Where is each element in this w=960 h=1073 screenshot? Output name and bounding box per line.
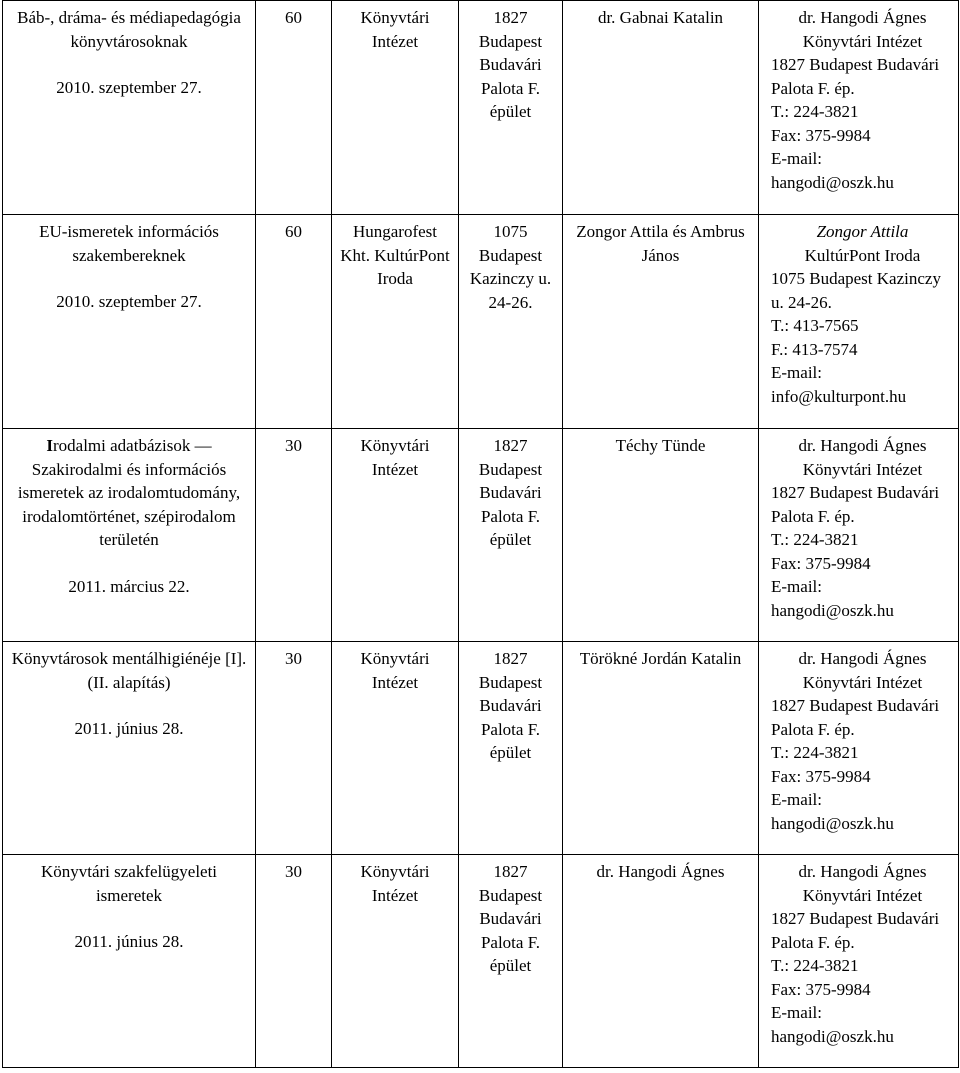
institution-cell: Könyvtári Intézet xyxy=(332,1,459,215)
institution-cell: Könyvtári Intézet xyxy=(332,642,459,855)
course-cell xyxy=(3,642,256,855)
contact-name: Zongor Attila xyxy=(816,222,909,241)
contact-cell xyxy=(759,429,959,642)
contact-email-label: E-mail: xyxy=(771,790,822,809)
hours-cell: 30 xyxy=(256,429,332,642)
location-cell: 1827 Budapest Budavári Palota F. épület xyxy=(459,642,563,855)
contact-email-label: E-mail: xyxy=(771,1003,822,1022)
hours-cell: 60 xyxy=(256,215,332,429)
lecturer-cell: Törökné Jordán Katalin xyxy=(563,642,759,855)
course-title: Könyvtári szakfelügyeleti ismeretek xyxy=(40,862,218,905)
contact-cell xyxy=(759,642,959,855)
course-date: 2011. március 22. xyxy=(68,576,190,596)
contact-phone: T.: 224-3821 xyxy=(771,530,859,549)
table-row xyxy=(3,642,959,855)
course-date: 2011. június 28. xyxy=(74,932,184,951)
contact-org: Könyvtári Intézet xyxy=(802,885,923,905)
contact-address: 1827 Budapest Budavári Palota F. ép. xyxy=(771,483,940,526)
contact-fax: Fax: 375-9984 xyxy=(771,979,871,999)
hours-cell: 30 xyxy=(256,855,332,1068)
hours-cell: 60 xyxy=(256,1,332,215)
course-date: 2010. szeptember 27. xyxy=(56,292,202,311)
institution-cell: Hungarofest Kht. KultúrPont Iroda xyxy=(332,215,459,429)
contact-org: Könyvtári Intézet xyxy=(802,31,923,51)
contact-cell xyxy=(759,215,959,429)
contact-address: 1827 Budapest Budavári Palota F. ép. xyxy=(771,55,940,98)
course-date: 2011. június 28. xyxy=(74,719,184,738)
table-row xyxy=(3,215,959,429)
institution-cell: Könyvtári Intézet xyxy=(332,855,459,1068)
contact-fax: Fax: 375-9984 xyxy=(771,125,871,145)
contact-email-label: E-mail: xyxy=(771,363,822,382)
contact-name: dr. Hangodi Ágnes xyxy=(798,862,927,881)
table-row xyxy=(3,1,959,215)
contact-email[interactable]: info@kulturpont.hu xyxy=(771,386,907,406)
contact-fax: Fax: 375-9984 xyxy=(771,766,871,786)
contact-email-label: E-mail: xyxy=(771,577,822,596)
course-cell xyxy=(3,429,256,642)
course-title-initial: I xyxy=(46,436,53,455)
contact-address: 1827 Budapest Budavári Palota F. ép. xyxy=(771,696,940,739)
contact-email[interactable]: hangodi@oszk.hu xyxy=(771,600,894,620)
contact-phone: T.: 224-3821 xyxy=(771,743,859,762)
contact-phone: T.: 413-7565 xyxy=(771,316,859,335)
lecturer-cell: dr. Hangodi Ágnes xyxy=(563,855,759,1068)
lecturer-cell: Zongor Attila és Ambrus János xyxy=(563,215,759,429)
contact-org: Könyvtári Intézet xyxy=(802,672,923,692)
contact-address: 1075 Budapest Kazinczy u. 24-26. xyxy=(771,269,941,312)
course-title: Könyvtárosok mentálhigiénéje [I]. (II. alapítás) xyxy=(11,649,247,692)
table-row xyxy=(3,855,959,1068)
contact-name: dr. Hangodi Ágnes xyxy=(798,436,927,455)
location-cell: 1827 Budapest Budavári Palota F. épület xyxy=(459,1,563,215)
location-cell: 1075 Budapest Kazinczy u. 24-26. xyxy=(459,215,563,429)
contact-name: dr. Hangodi Ágnes xyxy=(798,8,927,27)
course-cell xyxy=(3,855,256,1068)
location-cell: 1827 Budapest Budavári Palota F. épület xyxy=(459,855,563,1068)
contact-email[interactable]: hangodi@oszk.hu xyxy=(771,1026,894,1046)
contact-email[interactable]: hangodi@oszk.hu xyxy=(771,172,894,192)
lecturer-cell: Téchy Tünde xyxy=(563,429,759,642)
course-cell xyxy=(3,1,256,215)
contact-cell xyxy=(759,855,959,1068)
contact-phone: T.: 224-3821 xyxy=(771,102,859,121)
contact-org: KultúrPont Iroda xyxy=(804,245,921,265)
contact-phone: T.: 224-3821 xyxy=(771,956,859,975)
contact-fax: Fax: 375-9984 xyxy=(771,553,871,573)
location-cell: 1827 Budapest Budavári Palota F. épület xyxy=(459,429,563,642)
hours-cell: 30 xyxy=(256,642,332,855)
contact-email-label: E-mail: xyxy=(771,149,822,168)
course-title: EU-ismeretek információs szakembereknek xyxy=(39,222,219,265)
course-title: Báb-, dráma- és médiapedagógia könyvtárosoknak xyxy=(17,8,241,51)
contact-org: Könyvtári Intézet xyxy=(802,459,923,479)
course-date: 2010. szeptember 27. xyxy=(56,78,202,97)
table-row xyxy=(3,429,959,642)
contact-cell xyxy=(759,1,959,215)
contact-name: dr. Hangodi Ágnes xyxy=(798,649,927,668)
contact-email[interactable]: hangodi@oszk.hu xyxy=(771,813,894,833)
lecturer-cell: dr. Gabnai Katalin xyxy=(563,1,759,215)
institution-cell: Könyvtári Intézet xyxy=(332,429,459,642)
contact-address: 1827 Budapest Budavári Palota F. ép. xyxy=(771,909,940,952)
course-title: rodalmi adatbázisok — Szakirodalmi és információs ismeretek az irodalomtudomány, irodalomtörténet, szépirodalom területén xyxy=(17,436,241,549)
course-table xyxy=(2,0,959,1068)
contact-fax: F.: 413-7574 xyxy=(771,339,858,359)
course-cell xyxy=(3,215,256,429)
